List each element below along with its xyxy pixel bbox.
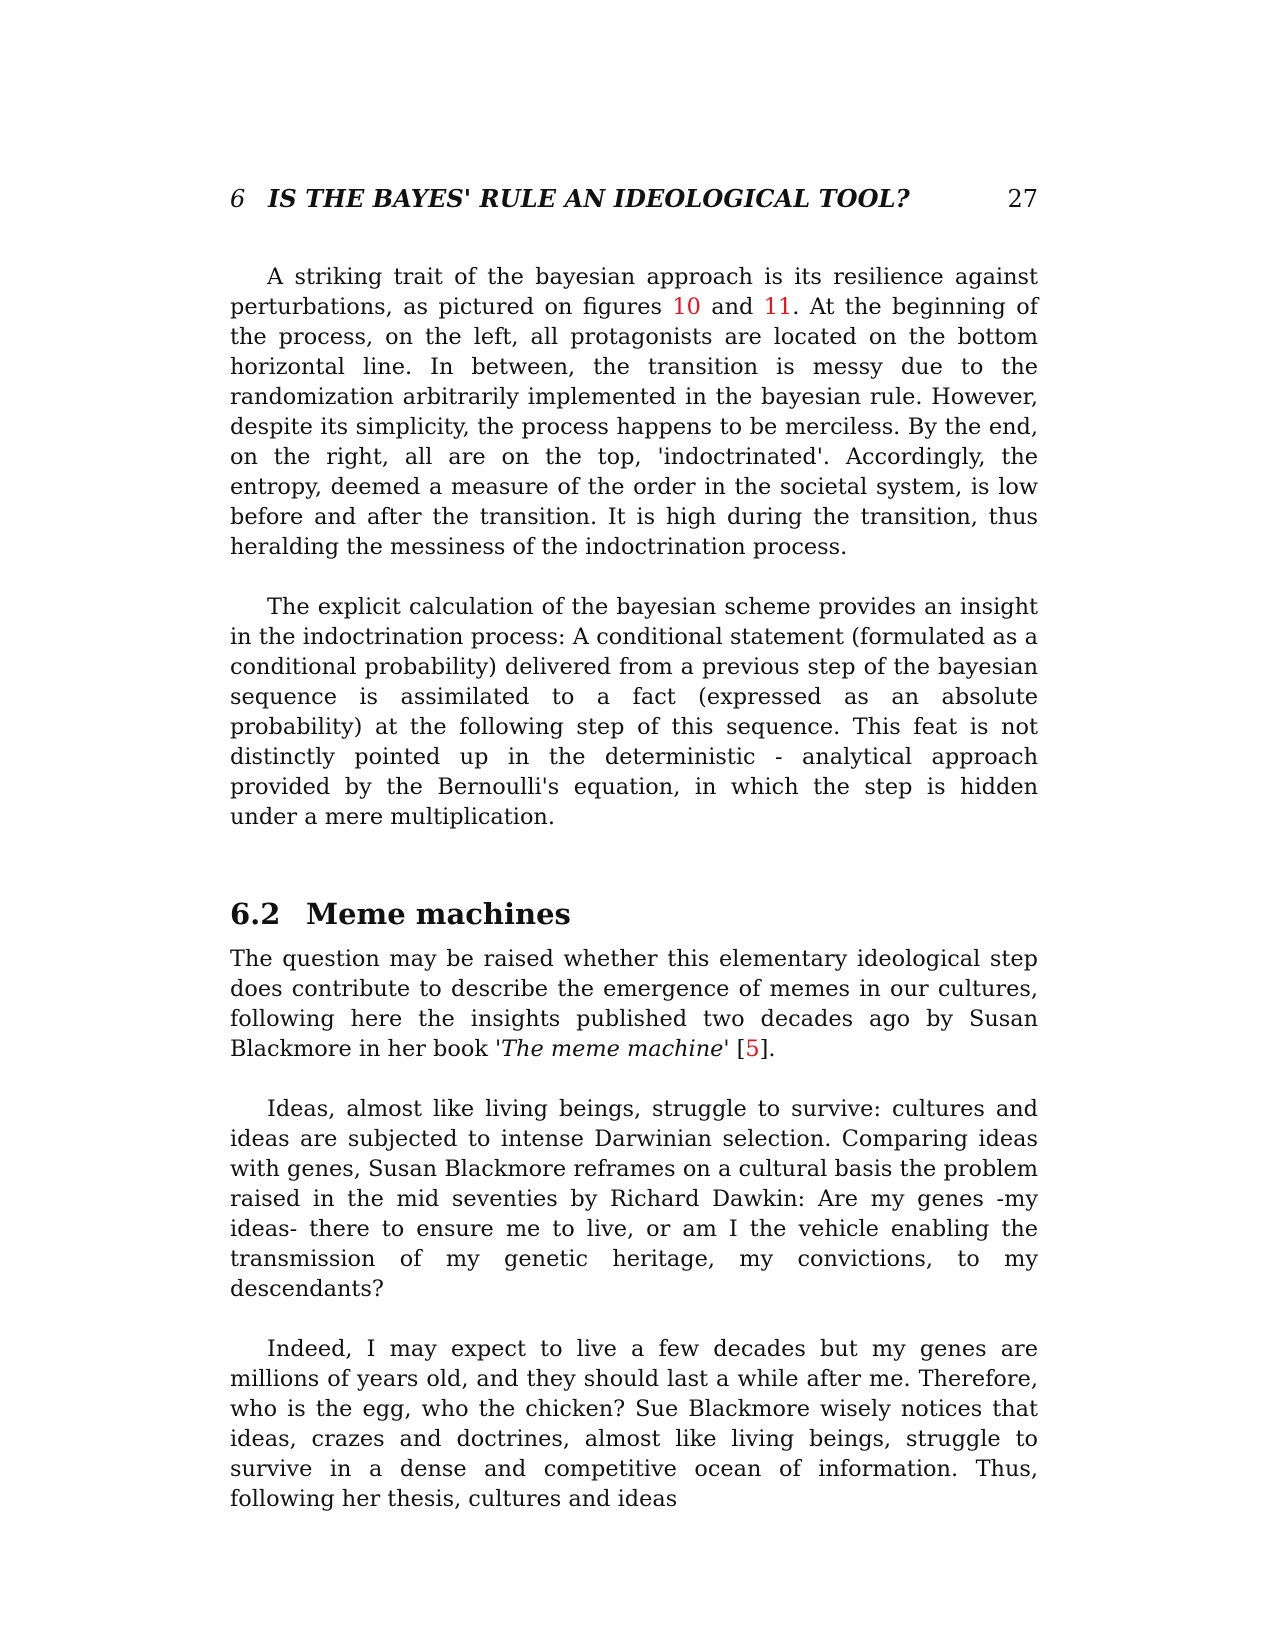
- paragraph-bayesian-resilience: [230, 262, 1038, 562]
- paragraph-text: [: [729, 1036, 746, 1062]
- paragraph-explicit-calculation: The explicit calculation of the bayesian scheme provides an insight in the indoctrination process: A conditional statement (formulated as a conditional probability) delivered from a previous step of the bayesian sequence is assimilated to a fact (expressed as an absolute probability) at the following step of this sequence. This feat is not distinctly pointed up in the deterministic - analytical approach provided by the Bernoulli's equation, in which the step is hidden under a mere multiplication.: [230, 594, 1038, 830]
- paragraph-meme-question: [230, 944, 1038, 1064]
- page-number: 27: [1007, 185, 1038, 213]
- paragraph-egg-chicken: Indeed, I may expect to live a few decades but my genes are millions of years old, and they should last a while after me. Therefore, who is the egg, who the chicken? Sue Blackmore wisely notices that ideas, crazes and doctrines, almost like living beings, struggle to survive in a dense and competitive ocean of information. Thus, following her thesis, cultures and ideas: [230, 1336, 1038, 1512]
- running-head: [230, 182, 1038, 216]
- section-number: 6.2: [230, 897, 281, 931]
- paragraph-text: The question may be raised whether this elementary ideological step does contribute to describe the emergence of memes in our cultures, following here the insights published two decades ago by Susan Blackmore in her book: [230, 946, 1038, 1062]
- section-title: Meme machines: [306, 897, 571, 931]
- paragraph-text: A striking trait of the bayesian approach is its resilience against perturbations, as pictured on figures: [230, 264, 1038, 320]
- book-title: 'The meme machine': [495, 1036, 730, 1062]
- figure-ref-11[interactable]: 11: [763, 294, 793, 320]
- running-head-title: IS THE BAYES' RULE AN IDEOLOGICAL TOOL?: [268, 184, 910, 213]
- paragraph-text: and: [700, 294, 764, 320]
- page-body: [230, 182, 1038, 1514]
- running-head-section-number: 6: [230, 185, 246, 213]
- paragraph-ideas-struggle: Ideas, almost like living beings, struggle to survive: cultures and ideas are subjected to intense Darwinian selection. Comparing ideas with genes, Susan Blackmore reframes on a cultural basis the problem raised in the mid seventies by Richard Dawkin: Are my genes -my ideas- there to ensure me to live, or am I the vehicle enabling the transmission of my genetic heritage, my convictions, to my descendants?: [230, 1096, 1038, 1302]
- paragraph-text: ].: [759, 1036, 776, 1062]
- section-heading: [230, 894, 1038, 934]
- paragraph-text: . At the beginning of the process, on the left, all protagonists are located on the bottom horizontal line. In between, the transition is messy due to the randomization arbitrarily implemented in the bayesian rule. However, despite its simplicity, the process happens to be merciless. By the end, on the right, all are on the top, 'indoctrinated'. Accordingly, the entropy, deemed a measure of the order in the societal system, is low before and after the transition. It is high during the transition, thus heralding the messiness of the indoctrination process.: [230, 294, 1038, 560]
- figure-ref-10[interactable]: 10: [672, 294, 701, 320]
- citation-ref-5[interactable]: 5: [745, 1036, 760, 1062]
